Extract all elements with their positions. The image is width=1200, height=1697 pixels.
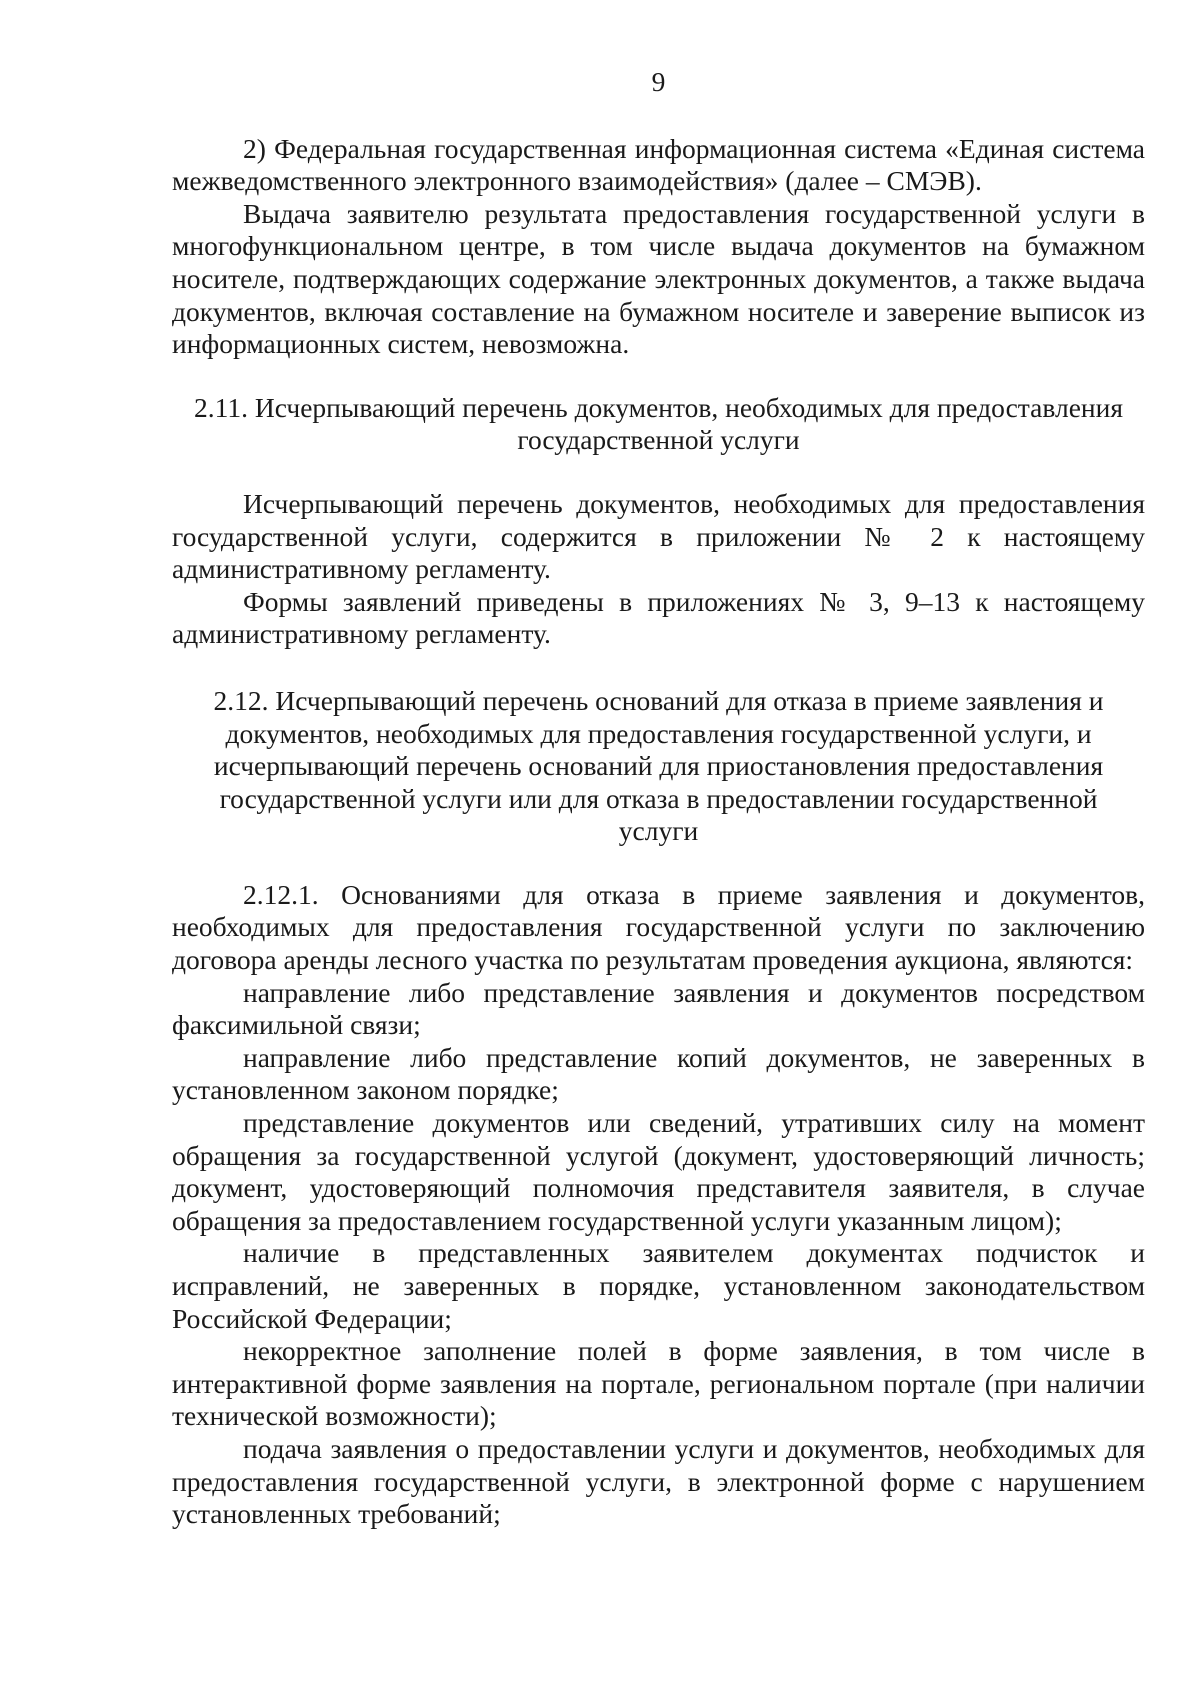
paragraph-2-12-1: 2.12.1. Основаниями для отказа в приеме заявления и документов, необходимых для предоставления государственной услуги по заключению договора аренды лесного участка по результатам проведения аукциона, являются: [172,878,1145,976]
list-item-fax: направление либо представление заявления и документов посредством факсимильной связи; [172,976,1145,1041]
paragraph-application-forms: Формы заявлений приведены в приложениях № 3, 9–13 к настоящему административному регламенту. [172,585,1145,650]
section-heading-2-12: 2.12. Исчерпывающий перечень оснований для отказа в приеме заявления и документов, необходимых для предоставления государственной услуги, и исчерпывающий перечень оснований для приостановления предоставления государственной услуги или для отказа в предоставлении государственной услуги [213,684,1104,847]
list-item-uncertified-copies: направление либо представление копий документов, не заверенных в установленном законом порядке; [172,1041,1145,1106]
document-page [172,66,1145,1531]
list-item-incorrect-fields: некорректное заполнение полей в форме заявления, в том числе в интерактивной форме заявления на портале, региональном портале (при наличии технической возможности); [172,1335,1145,1432]
paragraph-documents-list: Исчерпывающий перечень документов, необходимых для предоставления государственной услуги, содержится в приложении № 2 к настоящему административному регламенту. [172,487,1145,585]
list-item-corrections: наличие в представленных заявителем документах подчисток и исправлений, не заверенных в порядке, установленном законодательством Российской Федерации; [172,1237,1145,1334]
list-item-expired-documents: представление документов или сведений, утративших силу на момент обращения за государственной услугой (документ, удостоверяющий личность; документ, удостоверяющий полномочия представителя заявителя, в случае обращения за предоставлением государственной услуги указанным лицом); [172,1107,1145,1236]
paragraph-smev: 2) Федеральная государственная информационная система «Единая система межведомственного электронного взаимодействия» (далее – СМЭВ). [172,132,1145,197]
section-heading-2-11: 2.11. Исчерпывающий перечень документов, необходимых для предоставления государственной услуги [194,391,1123,456]
list-item-electronic-violation: подача заявления о предоставлении услуги и документов, необходимых для предоставления государственной услуги, в электронной форме с нарушением установленных требований; [172,1432,1145,1530]
page-number: 9 [651,66,666,97]
paragraph-result-issuance: Выдача заявителю результата предоставления государственной услуги в многофункциональном центре, в том числе выдача документов на бумажном носителе, подтверждающих содержание электронных документов, а также выдача документов, включая составление на бумажном носителе и заверение выписок из информационных систем, невозможна. [172,197,1145,360]
